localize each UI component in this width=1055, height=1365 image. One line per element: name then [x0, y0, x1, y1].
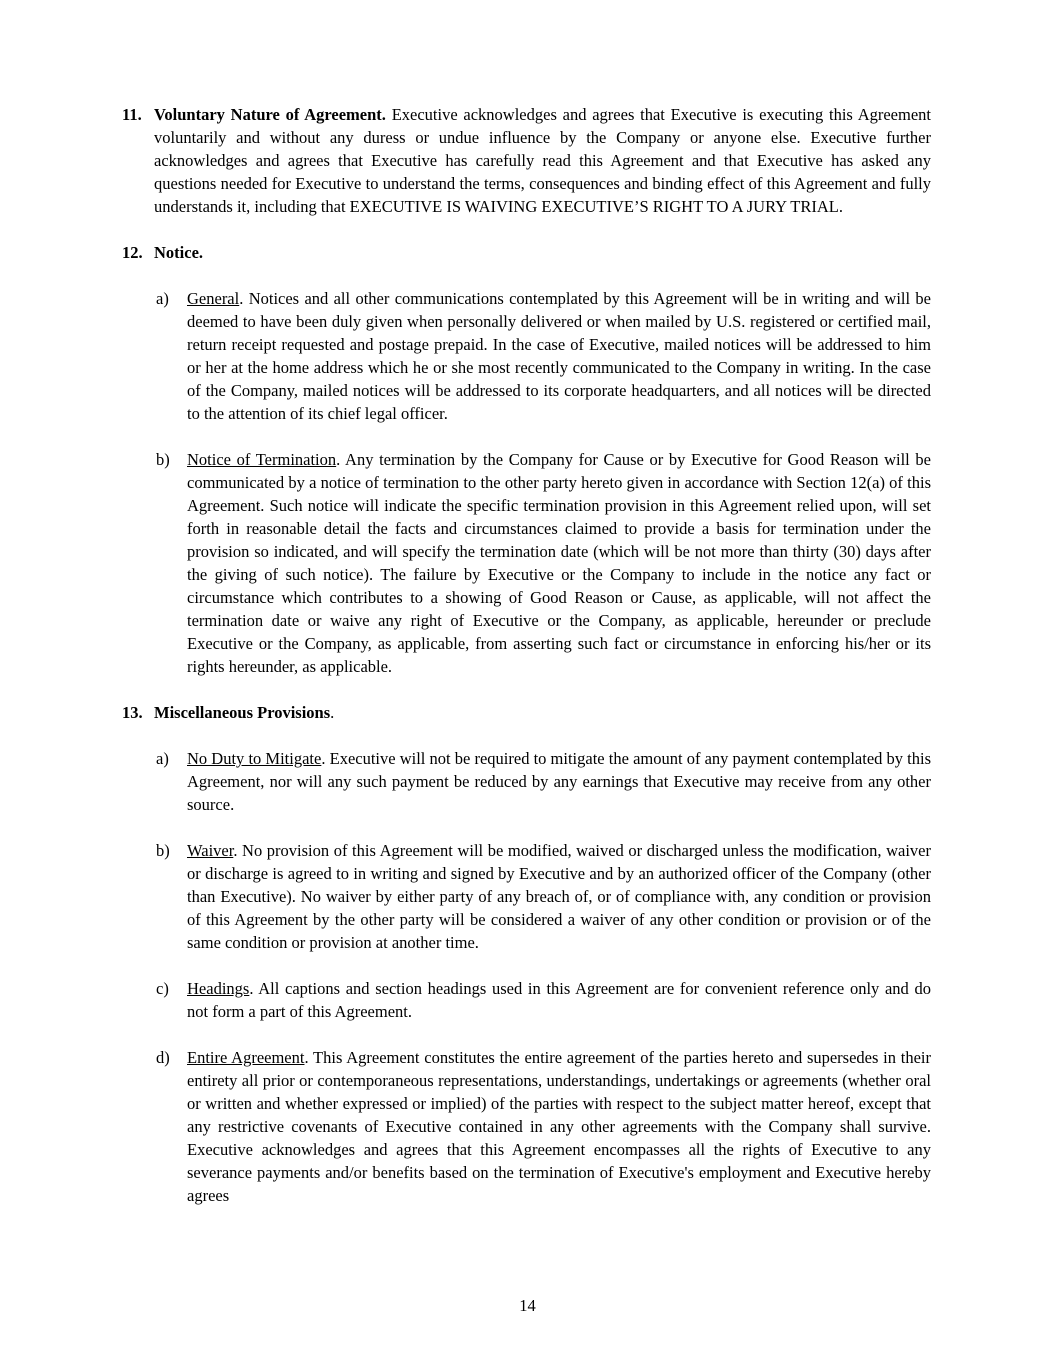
section-13-heading: Miscellaneous Provisions — [154, 703, 331, 722]
section-13-item-c-body: . All captions and section headings used in this Agreement are for convenient reference only and do not form a part of this Agreement. — [187, 979, 931, 1021]
section-13-item-b-paragraph — [187, 839, 931, 954]
section-12-item-b — [156, 448, 931, 678]
section-12-item-b-paragraph — [187, 448, 931, 678]
section-13-item-c-letter: c) — [156, 979, 169, 998]
section-12-item-b-letter: b) — [156, 450, 170, 469]
section-11-body: Executive acknowledges and agrees that Executive is executing this Agreement voluntarily and without any duress or undue influence by the Company or anyone else. Executive further acknowledges and agrees that Executive has carefully read this Agreement and that Executive has asked any questions needed for Executive to understand the terms, consequences and binding effect of this Agreement and fully understands it, including that EXECUTIVE IS WAIVING EXECUTIVE’S RIGHT TO A JURY TRIAL. — [154, 105, 931, 216]
section-11 — [122, 103, 931, 218]
section-12-heading: Notice. — [154, 243, 204, 262]
section-12-item-b-lead: Notice of Termination — [187, 450, 337, 469]
section-13-item-b — [156, 839, 931, 954]
section-13-item-c — [156, 977, 931, 1023]
section-12-item-b-body: . Any termination by the Company for Cause or by Executive for Good Reason will be communicated by a notice of termination to the other party hereto given in accordance with Section 12(a) of this Agreement. Such notice will indicate the specific termination provision in this Agreement relied upon, will set forth in reasonable detail the facts and circumstances claimed to provide a basis for termination under the provision so indicated, and will specify the termination date (which will be not more than thirty (30) days after the giving of such notice). The failure by Executive or the Company to include in the notice any fact or circumstance which contributes to a showing of Good Reason or Cause, as applicable, will not affect the termination date or waive any right of Executive or the Company, as applicable, hereunder or preclude Executive or the Company, as applicable, from asserting such fact or circumstance in enforcing his/her or its rights hereunder, as applicable. — [187, 450, 931, 676]
section-13-item-b-letter: b) — [156, 841, 170, 860]
section-11-number: 11. — [122, 105, 142, 124]
section-13 — [122, 701, 931, 1207]
section-13-item-d-lead: Entire Agreement — [187, 1048, 305, 1067]
section-13-item-d — [156, 1046, 931, 1207]
section-13-heading-paragraph — [154, 701, 931, 724]
section-13-item-a-lead: No Duty to Mitigate — [187, 749, 322, 768]
section-13-item-a-body: . Executive will not be required to mitigate the amount of any payment contemplated by this Agreement, nor will any such payment be reduced by any earnings that Executive may receive from any other source. — [187, 749, 932, 814]
section-11-heading: Voluntary Nature of Agreement. — [154, 105, 386, 124]
section-13-item-a-letter: a) — [156, 749, 169, 768]
section-12-item-a-lead: General — [187, 289, 240, 308]
section-13-number: 13. — [122, 703, 143, 722]
section-12 — [122, 241, 931, 678]
section-13-item-c-paragraph — [187, 977, 931, 1023]
section-12-item-a-paragraph — [187, 287, 931, 425]
section-13-item-d-paragraph — [187, 1046, 931, 1207]
section-11-paragraph — [154, 103, 931, 218]
section-13-item-a — [156, 747, 931, 816]
section-13-heading-period: . — [330, 703, 335, 722]
section-13-item-a-paragraph — [187, 747, 931, 816]
section-13-item-d-body: . This Agreement constitutes the entire agreement of the parties hereto and supersedes in their entirety all prior or contemporaneous representations, understandings, undertakings or agreements (whether oral or written and whether expressed or implied) of the parties with respect to the subject matter hereof, except that any restrictive covenants of Executive contained in any other agreements with the Company shall survive. Executive acknowledges and agrees that this Agreement encompasses all the rights of Executive to any severance payments and/or benefits based on the termination of Executive's employment and Executive hereby agrees — [187, 1048, 931, 1205]
section-13-item-c-lead: Headings — [187, 979, 250, 998]
section-12-number: 12. — [122, 243, 143, 262]
section-13-item-d-letter: d) — [156, 1048, 170, 1067]
section-12-item-a-body: . Notices and all other communications contemplated by this Agreement will be in writing and will be deemed to have been duly given when personally delivered or when mailed by U.S. registered or certified mail, return receipt requested and postage prepaid. In the case of Executive, mailed notices will be addressed to him or her at the home address which he or she most recently communicated to the Company in writing. In the case of the Company, mailed notices will be addressed to its corporate headquarters, and all notices will be directed to the attention of its chief legal officer. — [187, 289, 931, 423]
section-13-item-b-body: . No provision of this Agreement will be modified, waived or discharged unless the modification, waiver or discharge is agreed to in writing and signed by Executive and by an authorized officer of the Company (other than Executive). No waiver by either party of any breach of, or of compliance with, any condition or provision of this Agreement by the other party will be considered a waiver of any other condition or provision or of the same condition or provision at another time. — [187, 841, 931, 952]
section-13-item-b-lead: Waiver — [187, 841, 234, 860]
section-12-item-a-letter: a) — [156, 289, 169, 308]
page-number: 14 — [519, 1296, 536, 1315]
section-12-heading-paragraph — [154, 241, 931, 264]
section-12-item-a — [156, 287, 931, 425]
